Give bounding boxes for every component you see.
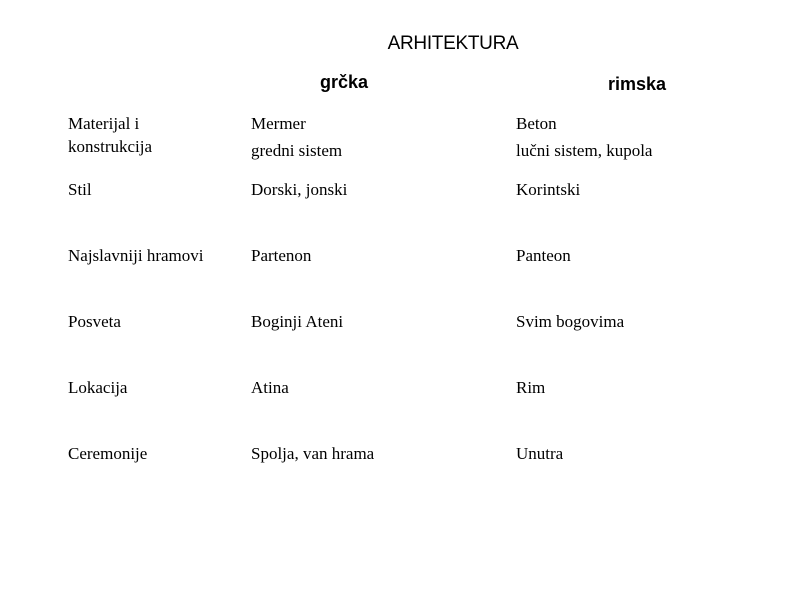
row-label-line1: Materijal i — [68, 114, 140, 133]
page-title: ARHITEKTURA — [387, 33, 519, 54]
table-row-dedication — [60, 308, 760, 374]
roman-cell-line2: lučni sistem, kupola — [516, 141, 653, 160]
column-header-roman: rimska — [608, 74, 667, 94]
roman-cell: Panteon — [516, 246, 571, 265]
column-header-greek: grčka — [320, 72, 369, 92]
row-label: Ceremonije — [68, 444, 148, 463]
greek-cell — [251, 112, 342, 162]
table-row-temples — [60, 242, 760, 308]
row-label: Lokacija — [68, 378, 128, 397]
comparison-table — [60, 110, 760, 506]
greek-cell: Dorski, jonski — [251, 180, 348, 199]
table-row-location — [60, 374, 760, 440]
row-label-line2: konstrukcija — [68, 137, 153, 156]
roman-cell: Svim bogovima — [516, 312, 625, 331]
roman-cell: Rim — [516, 378, 546, 397]
row-label: Stil — [68, 180, 92, 199]
roman-cell: Unutra — [516, 444, 564, 463]
greek-cell: Partenon — [251, 246, 312, 265]
table-row-style — [60, 176, 760, 242]
table-row-material — [60, 110, 760, 176]
greek-cell: Spolja, van hrama — [251, 444, 375, 463]
row-label — [68, 112, 248, 158]
greek-cell: Boginji Ateni — [251, 312, 344, 331]
greek-cell-line2: gredni sistem — [251, 141, 343, 160]
greek-cell: Atina — [251, 378, 289, 397]
greek-cell-line1: Mermer — [251, 114, 306, 133]
row-label: Posveta — [68, 312, 121, 331]
table-row-ceremonies — [60, 440, 760, 506]
roman-cell: Korintski — [516, 180, 581, 199]
row-label: Najslavniji hramovi — [68, 246, 204, 265]
roman-cell-line1: Beton — [516, 114, 557, 133]
roman-cell — [516, 112, 652, 162]
